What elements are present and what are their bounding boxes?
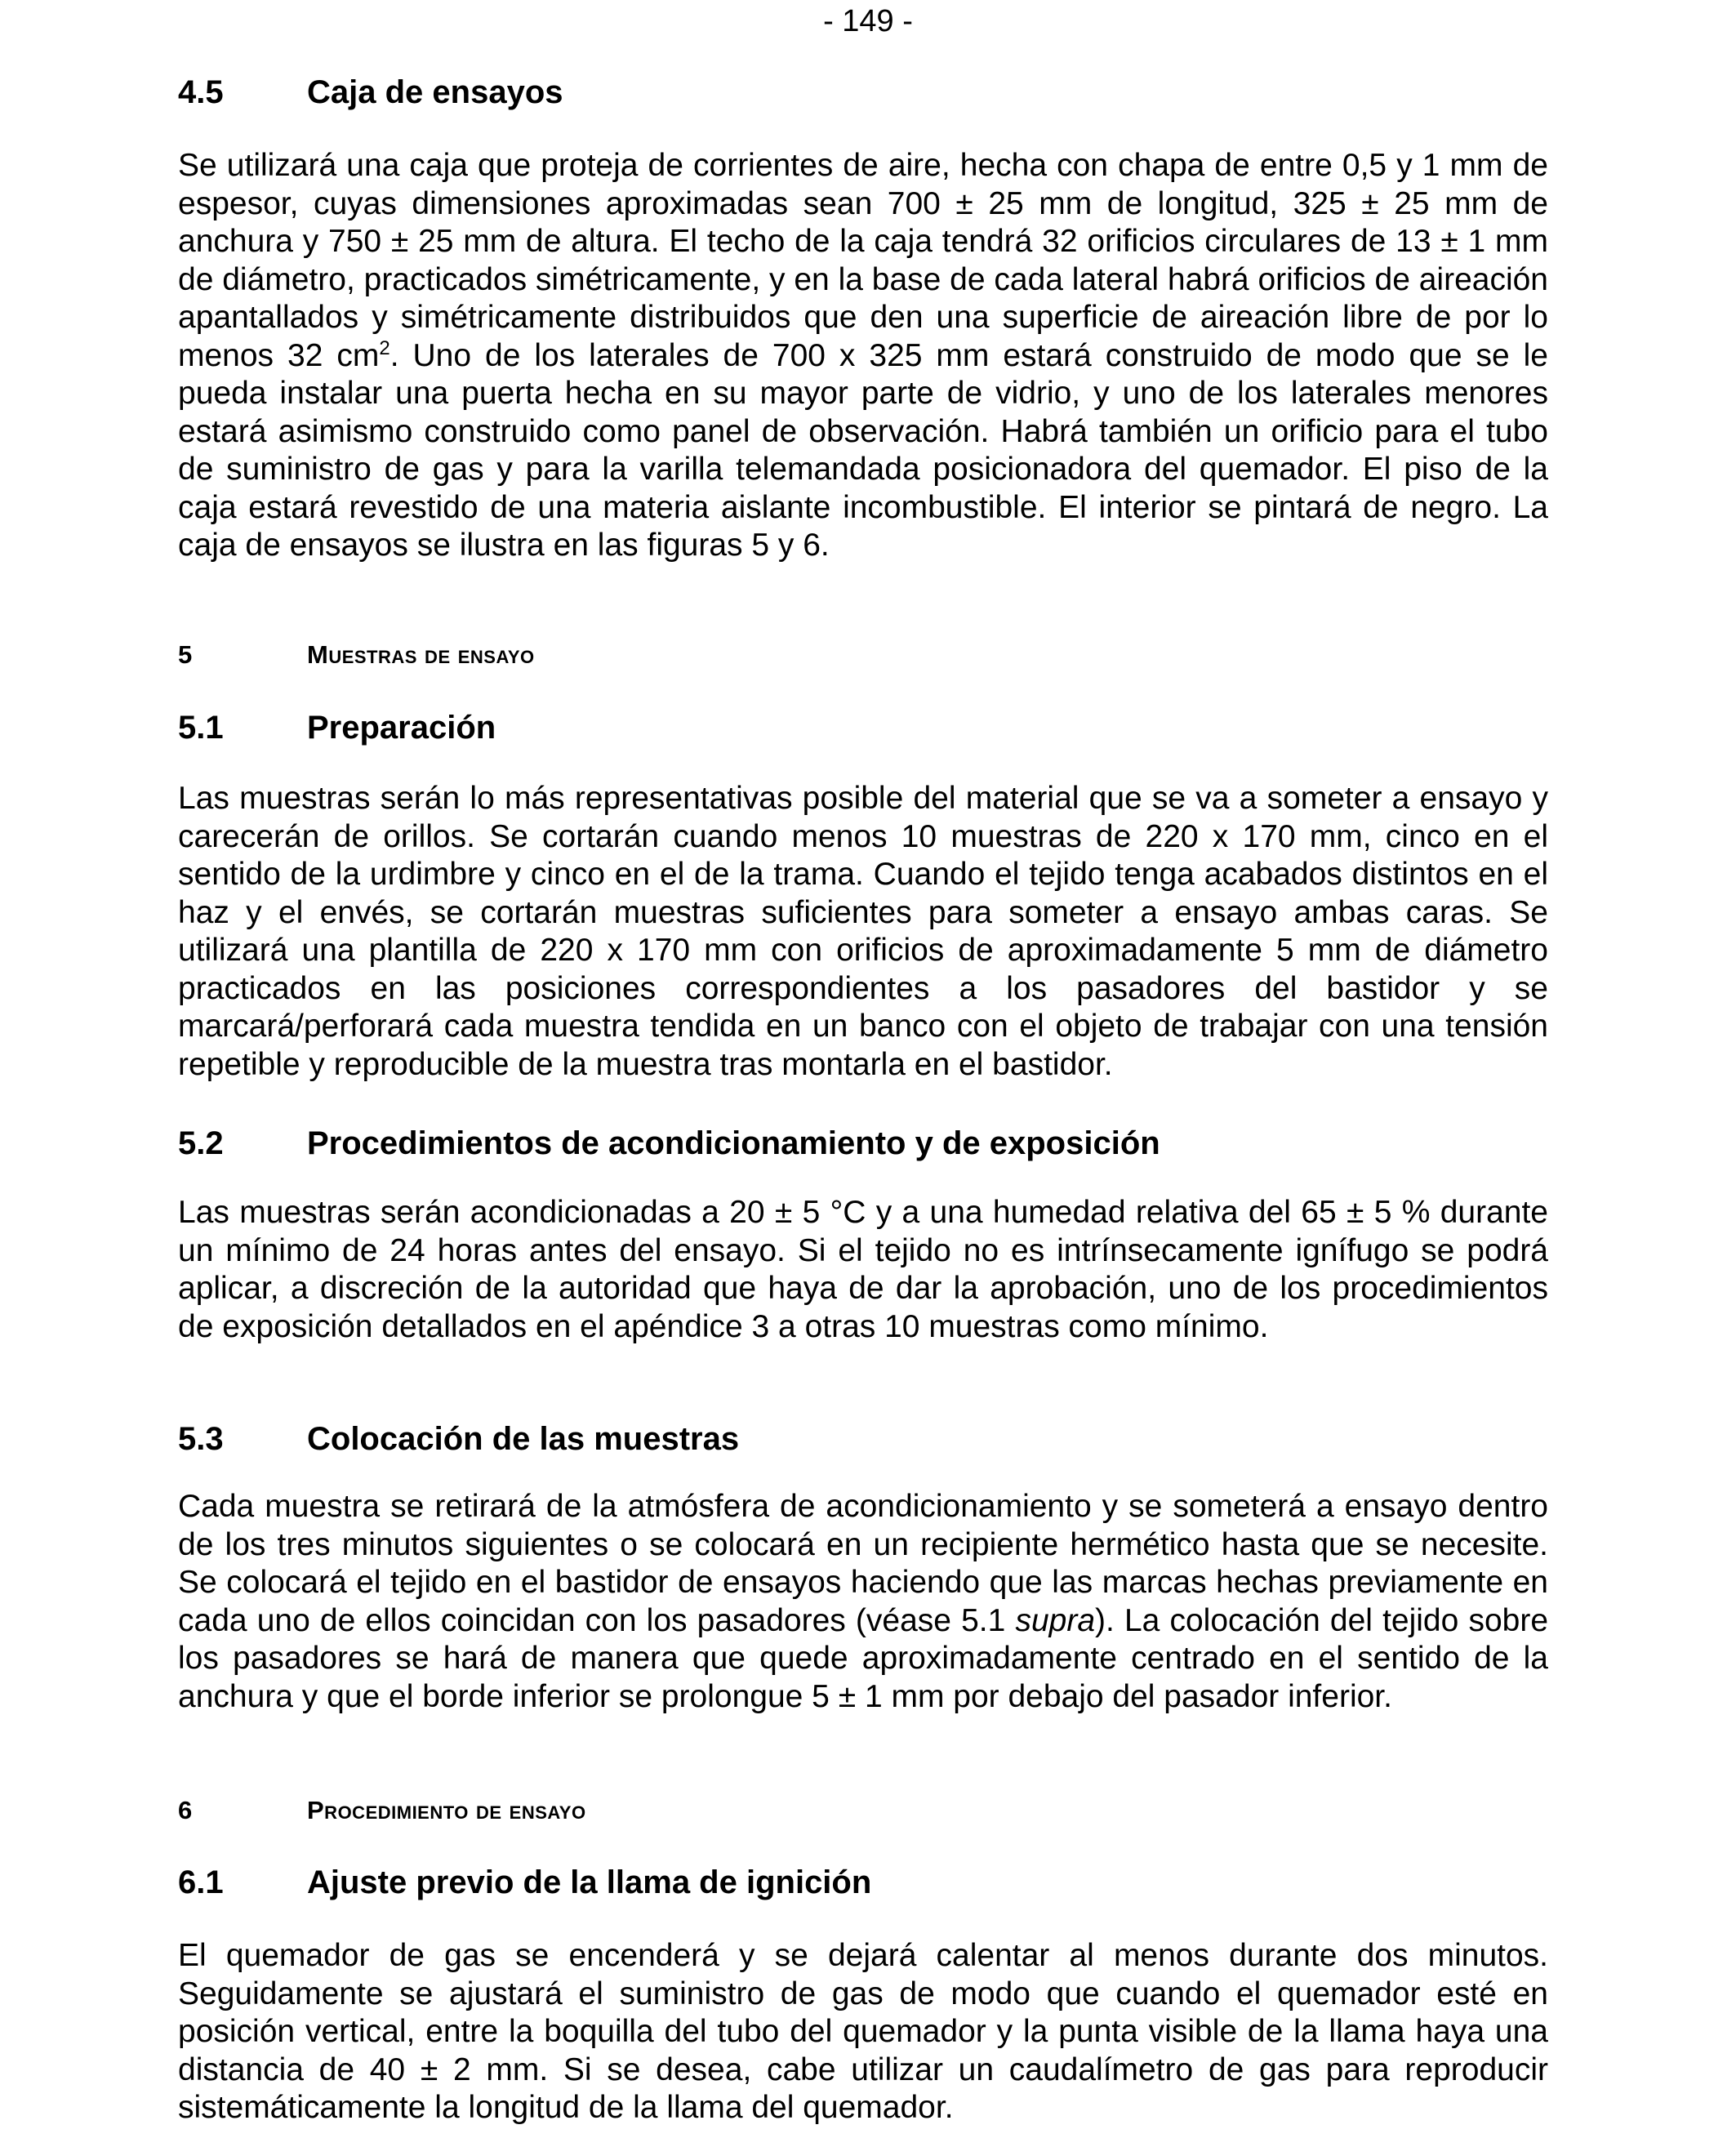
paragraph-text: Cada muestra se retirará de la atmósfera de acondicionamiento y se someterá a ensayo dentro de los tres minutos siguientes o se colocará en un recipiente hermético hasta que se necesite. Se colocará el tejido en el bastidor de ensayos haciendo que las marcas hechas previamente en cada uno de ellos coincidan con los pasadores (véase 5.1 xyxy=(178,1489,1548,1638)
section-number: 5.2 xyxy=(178,1125,224,1161)
paragraph-6-1: El quemador de gas se encenderá y se dejará calentar al menos durante dos minutos. Seguidamente se ajustará el suministro de gas de modo que cuando el quemador esté en posición vertical, entre la boquilla del tubo del quemador y la punta visible de la llama haya una distancia de 40 ± 2 mm. Si se desea, cabe utilizar un caudalímetro de gas para reproducir sistemáticamente la longitud de la llama del quemador. xyxy=(178,1938,1548,2125)
page-number: - 149 - xyxy=(823,4,913,38)
section-title: Colocación de las muestras xyxy=(307,1421,740,1457)
section-number: 4.5 xyxy=(178,74,224,110)
heading-5 xyxy=(178,639,535,671)
paragraph-5-1: Las muestras serán lo más representativas posible del material que se va a someter a ensayo y carecerán de orillos. Se cortarán cuando menos 10 muestras de 220 x 170 mm, cinco en el sentido de la urdimbre y cinco en el de la trama. Cuando el tejido tenga acabados distintos en el haz y el envés, se cortarán muestras suficientes para someter a ensayo ambas caras. Se utilizará una plantilla de 220 x 170 mm con orificios de aproximadamente 5 mm de diámetro practicados en las posiciones correspondientes a los pasadores del bastidor y se marcará/perforará cada muestra tendida en un banco con el objeto de trabajar con una tensión repetible y reproducible de la muestra tras montarla en el bastidor. xyxy=(178,781,1548,1082)
section-number: 6 xyxy=(178,1796,193,1824)
heading-5-1 xyxy=(178,707,496,748)
paragraph-4-5 xyxy=(178,147,1548,565)
section-number: 5.3 xyxy=(178,1421,224,1457)
section-title: Preparación xyxy=(307,710,496,746)
section-title: Caja de ensayos xyxy=(307,74,563,110)
paragraph-5-2: Las muestras serán acondicionadas a 20 ± 5 °C y a una humedad relativa del 65 ± 5 % durante un mínimo de 24 horas antes del ensayo. Si el tejido no es intrínsecamente ignífugo se podrá aplicar, a discreción de la autoridad que haya de dar la aprobación, uno de los procedimientos de exposición detallados en el apéndice 3 a otras 10 muestras como mínimo. xyxy=(178,1195,1548,1344)
paragraph-text: . Uno de los laterales de 700 x 325 mm estará construido de modo que se le pueda instalar una puerta hecha en su mayor parte de vidrio, y uno de los laterales menores estará asimismo construido como panel de observación. Habrá también un orificio para el tubo de suministro de gas y para la varilla telemandada posicionadora del quemador. El piso de la caja estará revestido de una materia aislante incombustible. El interior se pintará de negro. La caja de ensayos se ilustra en las figuras 5 y 6. xyxy=(178,337,1548,563)
italic-term: supra xyxy=(1015,1602,1096,1638)
section-title: Ajuste previo de la llama de ignición xyxy=(307,1864,872,1900)
section-title: Procedimientos de acondicionamiento y de exposición xyxy=(307,1125,1160,1161)
section-number: 5 xyxy=(178,640,193,669)
section-title: Procedimiento de ensayo xyxy=(307,1796,586,1824)
heading-5-3 xyxy=(178,1419,739,1459)
heading-4-5 xyxy=(178,72,563,113)
heading-5-2 xyxy=(178,1123,1160,1164)
heading-6-1 xyxy=(178,1862,871,1903)
paragraph-text: Se utilizará una caja que proteja de corrientes de aire, hecha con chapa de entre 0,5 y 1 mm de espesor, cuyas dimensiones aproximadas sean 700 ± 25 mm de longitud, 325 ± 25 mm de anchura y 750 ± 25 mm de altura. El techo de la caja tendrá 32 orificios circulares de 13 ± 1 mm de diámetro, practicados simétricamente, y en la base de cada lateral habrá orificios de aireación apantallados y simétricamente distribuidos que den una superficie de aireación libre de por lo menos 32 cm xyxy=(178,148,1548,373)
section-title: Muestras de ensayo xyxy=(307,640,535,669)
heading-6 xyxy=(178,1794,586,1827)
section-number: 5.1 xyxy=(178,710,224,746)
paragraph-5-3 xyxy=(178,1488,1548,1716)
section-number: 6.1 xyxy=(178,1864,224,1900)
superscript: 2 xyxy=(379,336,390,359)
paragraph-text: ). La colocación del tejido sobre los pasadores se hará de manera que quede aproximadamente centrado en el sentido de la anchura y que el borde inferior se prolongue 5 ± 1 mm por debajo del pasador inferior. xyxy=(178,1602,1549,1714)
